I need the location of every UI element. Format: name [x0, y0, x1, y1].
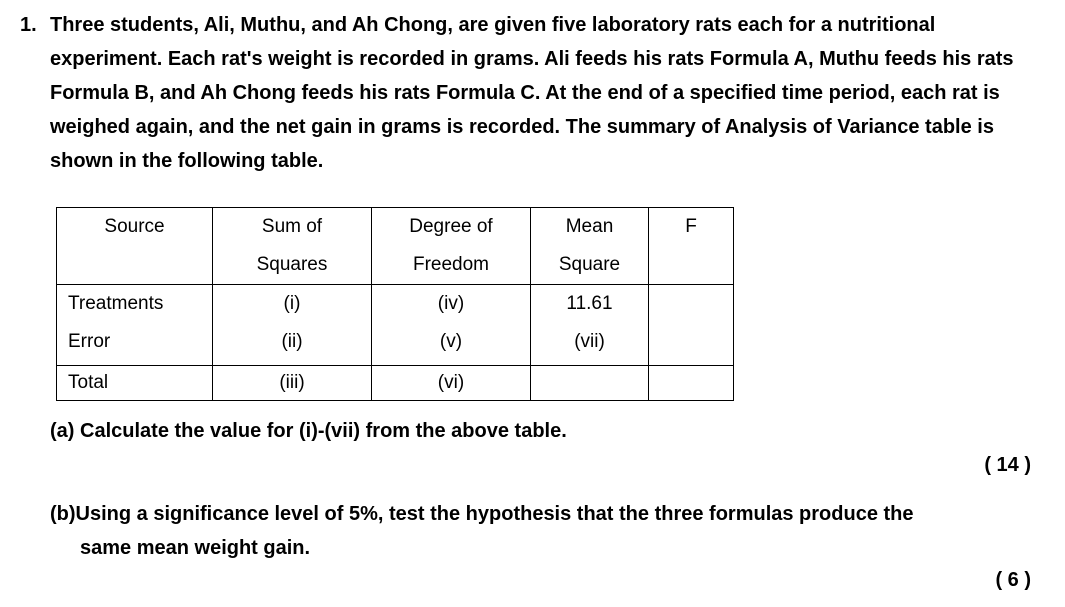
source-cell: [57, 285, 213, 366]
part-a: [50, 414, 567, 448]
mean-square-cell: [531, 285, 649, 366]
f-cell: [649, 285, 734, 366]
question-number: 1.: [20, 14, 37, 36]
f-value: [649, 285, 733, 365]
total-label: Total: [68, 372, 109, 393]
error-df: (v): [439, 331, 463, 352]
total-source-cell: [57, 366, 213, 401]
header-mean-square: Mean Square: [531, 208, 649, 285]
part-b-label: (b): [50, 503, 76, 525]
treatments-df: (iv): [437, 293, 465, 314]
part-b-text-line2: same mean weight gain.: [80, 537, 311, 559]
sum-of-squares-cell: [213, 285, 372, 366]
part-b-text-line1: Using a significance level of 5%, test the hypothesis that the three formulas produce the: [75, 503, 914, 525]
total-f-cell: [649, 366, 734, 401]
header-f: F: [649, 208, 734, 285]
part-a-text: Calculate the value for (i)-(vii) from the above table.: [80, 420, 567, 442]
header-source: Source: [57, 208, 213, 285]
part-b-marks: ( 6 ): [995, 569, 1031, 591]
treatments-label: Treatments: [68, 293, 164, 314]
treatments-ss: (i): [283, 293, 301, 314]
error-label: Error: [68, 331, 111, 352]
header-sum-of-squares: Sum of Squares: [213, 208, 372, 285]
error-ss: (ii): [281, 331, 303, 352]
question-block: [20, 8, 1040, 178]
total-df: (vi): [437, 372, 465, 393]
header-degree-of-freedom: Degree of Freedom: [372, 208, 531, 285]
table-header-row: [57, 208, 734, 285]
question-text: Three students, Ali, Muthu, and Ah Chong, are given five laboratory rats each for a nutritional experiment. Each rat's weight is recorded in grams. Ali feeds his rats Formula A, Muthu feeds his rats Formula B, and Ah Chong feeds his rats Formula C. At the end of a specified time period, each rat is weighed again, and the net gain in grams is recorded. The summary of Analysis of Variance table is shown in the following table.: [50, 14, 1014, 172]
total-ms-cell: [531, 366, 649, 401]
part-a-marks: ( 14 ): [984, 454, 1031, 476]
total-ss-cell: [213, 366, 372, 401]
treatments-ms: 11.61: [566, 293, 613, 314]
table-row: [57, 366, 734, 401]
anova-table: [56, 207, 734, 401]
part-b: [50, 497, 1040, 565]
table-row: [57, 285, 734, 366]
degree-of-freedom-cell: [372, 285, 531, 366]
total-df-cell: [372, 366, 531, 401]
total-ss: (iii): [279, 372, 305, 393]
error-ms: (vii): [574, 331, 605, 352]
part-a-label: (a): [50, 420, 75, 442]
